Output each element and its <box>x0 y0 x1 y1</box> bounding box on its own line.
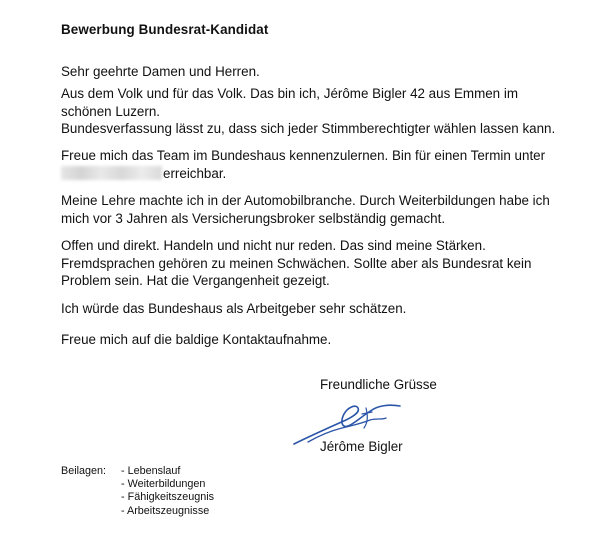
paragraph-line: schönen Luzern. <box>61 103 161 119</box>
paragraph-line: Ich würde das Bundeshaus als Arbeitgeber sehr schätzen. <box>61 301 407 316</box>
paragraph-employer <box>61 300 581 318</box>
enclosures-label: Beilagen: <box>61 465 107 477</box>
enclosure-item: - Arbeitszeugnisse <box>121 504 210 517</box>
paragraph-career <box>61 192 581 227</box>
signer-name: Jérôme Bigler <box>320 439 403 454</box>
salutation-text: Sehr geehrte Damen und Herren. <box>61 64 260 79</box>
paragraph-contact <box>61 147 581 182</box>
closing-greeting: Freundliche Grüsse <box>320 377 437 392</box>
paragraph-line: Problem sein. Hat die Vergangenheit gezeigt. <box>61 273 330 288</box>
paragraph-line: Meine Lehre machte ich in der Automobilbranche. Durch Weiterbildungen habe ich <box>61 193 550 208</box>
paragraph-line: Aus dem Volk und für das Volk. Das bin ich, Jérôme Bigler 42 aus Emmen im <box>61 86 518 101</box>
paragraph-line: Freue mich auf die baldige Kontaktaufnahme. <box>61 332 332 347</box>
paragraph-line: Offen und direkt. Handeln und nicht nur reden. Das sind meine Stärken. <box>61 238 486 253</box>
enclosure-item: - Fähigkeitszeugnis <box>121 491 215 504</box>
redacted-phone-number <box>61 166 162 180</box>
paragraph-intro <box>61 85 581 138</box>
paragraph-line: Bundesverfassung lässt zu, dass sich jeder Stimmberechtigter wählen lassen kann. <box>61 121 556 136</box>
letter-title: Bewerbung Bundesrat-Kandidat <box>61 22 269 37</box>
paragraph-line: mich vor 3 Jahren als Versicherungsbroker selbständig gemacht. <box>61 210 446 226</box>
paragraph-line: Fremdsprachen gehören zu meinen Schwächen. Sollte aber als Bundesrat kein <box>61 255 532 271</box>
salutation <box>61 63 581 81</box>
enclosures-list <box>121 465 214 518</box>
paragraph-line: Freue mich das Team im Bundeshaus kennenzulernen. Bin für einen Termin unter <box>61 148 546 163</box>
paragraph-line-tail: erreichbar. <box>163 165 227 181</box>
enclosure-item: - Lebenslauf <box>121 465 181 477</box>
paragraph-line-redacted <box>61 165 581 183</box>
enclosure-item: - Weiterbildungen <box>121 478 206 491</box>
paragraph-closing-remark <box>61 331 581 349</box>
paragraph-strengths <box>61 237 581 290</box>
